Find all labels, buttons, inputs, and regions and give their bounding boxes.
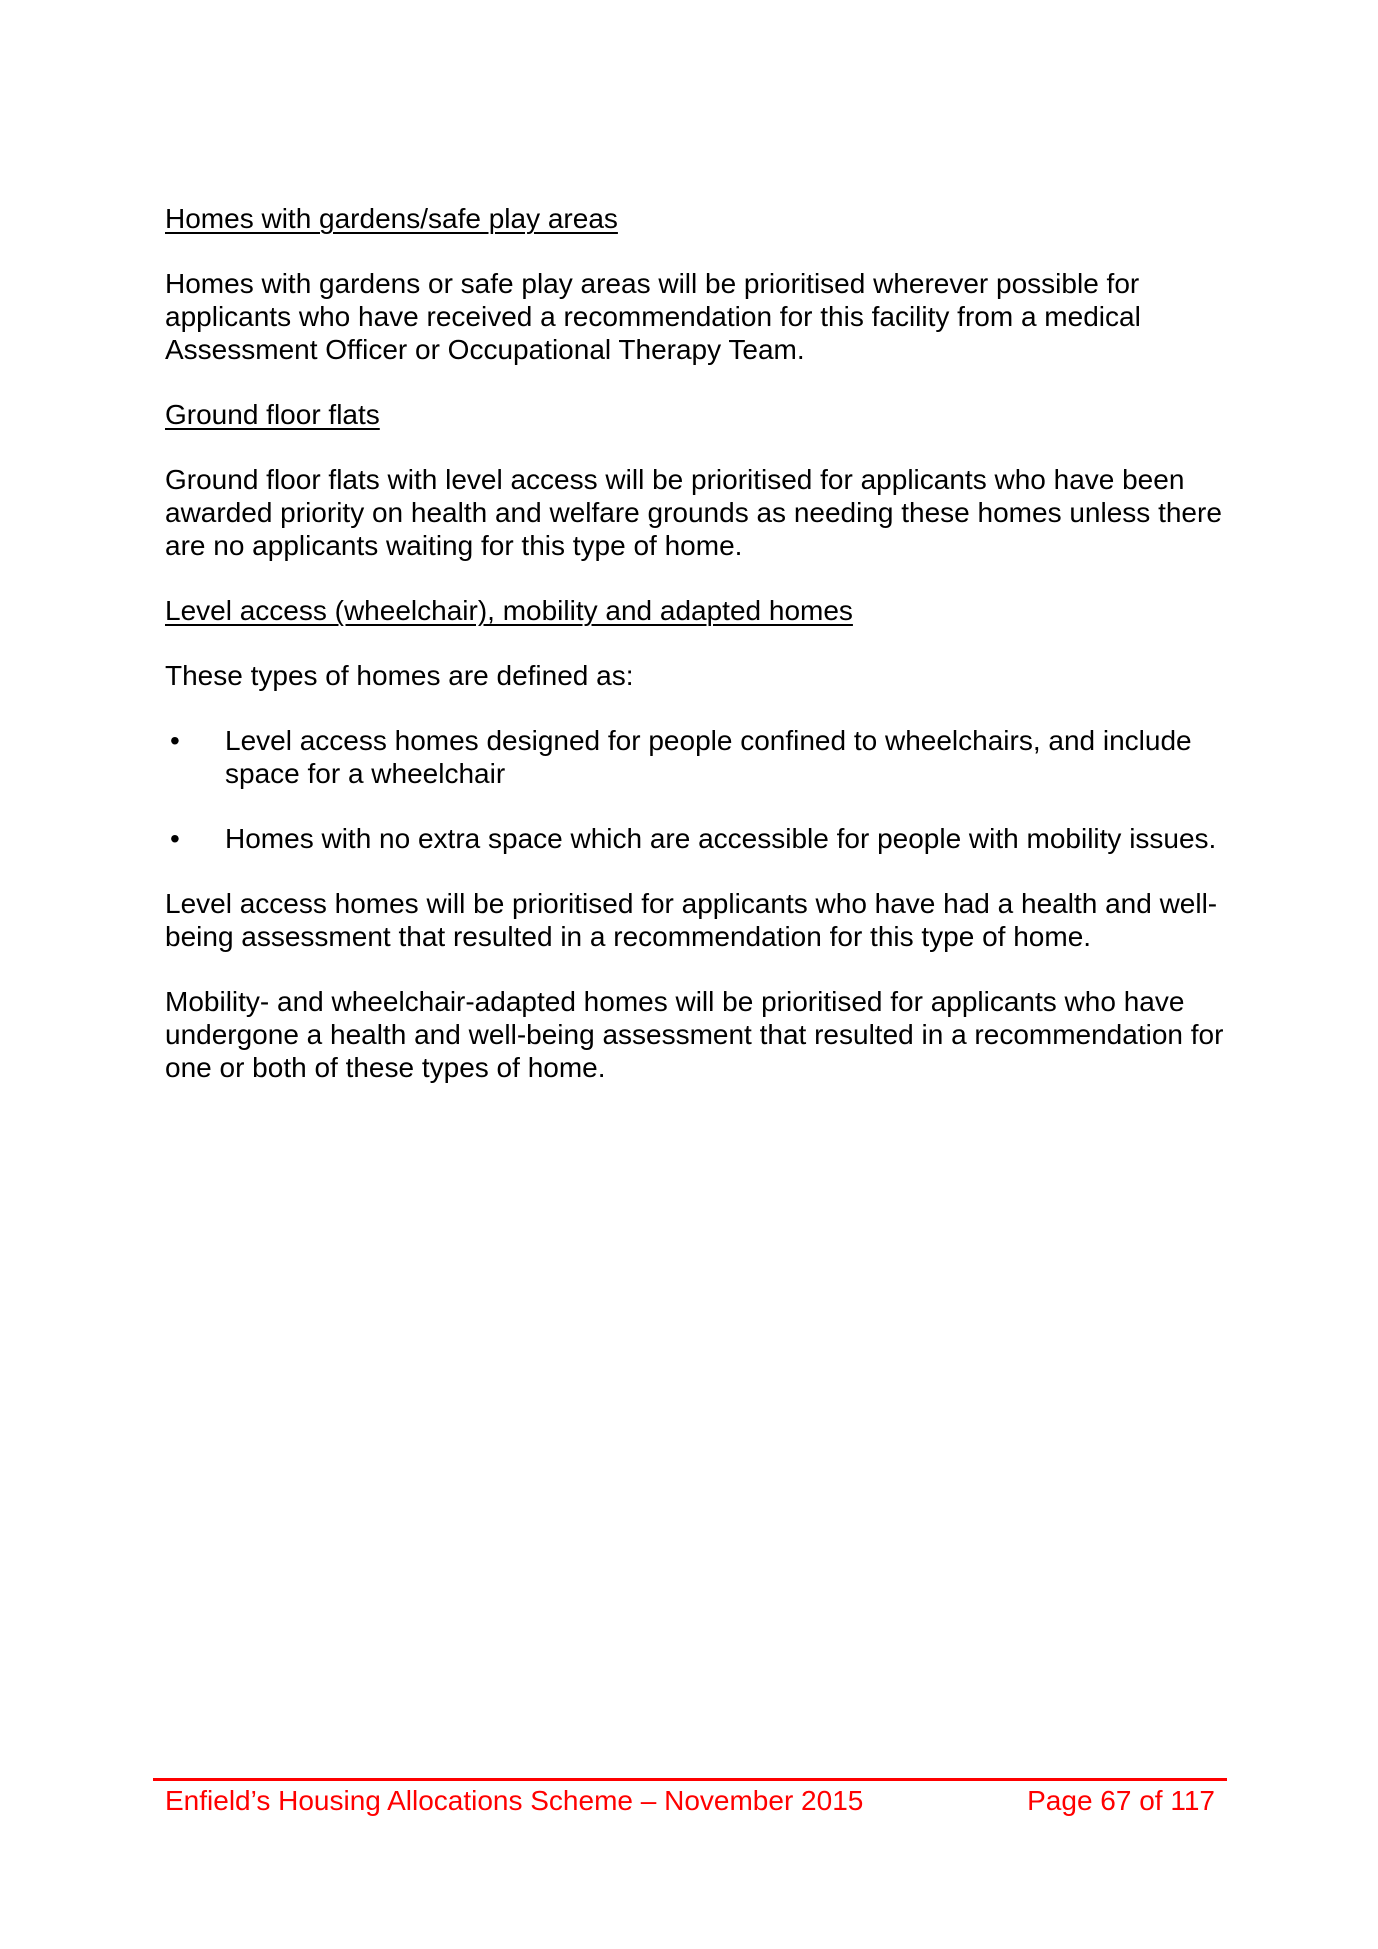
footer-document-title: Enfield’s Housing Allocations Scheme – November 2015	[165, 1785, 864, 1816]
bullet-marker-icon: •	[170, 823, 180, 854]
bullet-text-no-extra-space: Homes with no extra space which are accessible for people with mobility issues.	[225, 823, 1217, 854]
paragraph-ground-floor-flats: Ground floor flats with level access will be prioritised for applicants who have been awarded priority on health and welfare grounds as needing these homes unless there are no applicants waiting for this type of home.	[165, 464, 1222, 561]
paragraph-mobility-adapted: Mobility- and wheelchair-adapted homes will be prioritised for applicants who have undergone a health and well-being assessment that resulted in a recommendation for one or both of these types of home.	[165, 986, 1224, 1083]
bullet-marker-icon: •	[170, 725, 180, 756]
paragraph-level-access-intro: These types of homes are defined as:	[165, 660, 634, 691]
section-heading-homes-with-gardens: Homes with gardens/safe play areas	[165, 203, 618, 234]
bullet-item-no-extra-space	[165, 822, 1225, 855]
paragraph-level-access-priority: Level access homes will be prioritised for applicants who have had a health and well-being assessment that resulted in a recommendation for this type of home.	[165, 888, 1218, 952]
bullet-text-level-access-homes: Level access homes designed for people confined to wheelchairs, and include space for a wheelchair	[225, 725, 1192, 789]
paragraph-homes-with-gardens: Homes with gardens or safe play areas will be prioritised wherever possible for applicants who have received a recommendation for this facility from a medical Assessment Officer or Occupational Therapy Team.	[165, 268, 1141, 365]
footer-page-number: Page 67 of 117	[1027, 1785, 1215, 1816]
section-heading-ground-floor-flats: Ground floor flats	[165, 399, 380, 430]
page-footer	[153, 1778, 1227, 1817]
section-heading-level-access: Level access (wheelchair), mobility and adapted homes	[165, 595, 853, 626]
bullet-item-level-access-homes	[165, 724, 1225, 790]
